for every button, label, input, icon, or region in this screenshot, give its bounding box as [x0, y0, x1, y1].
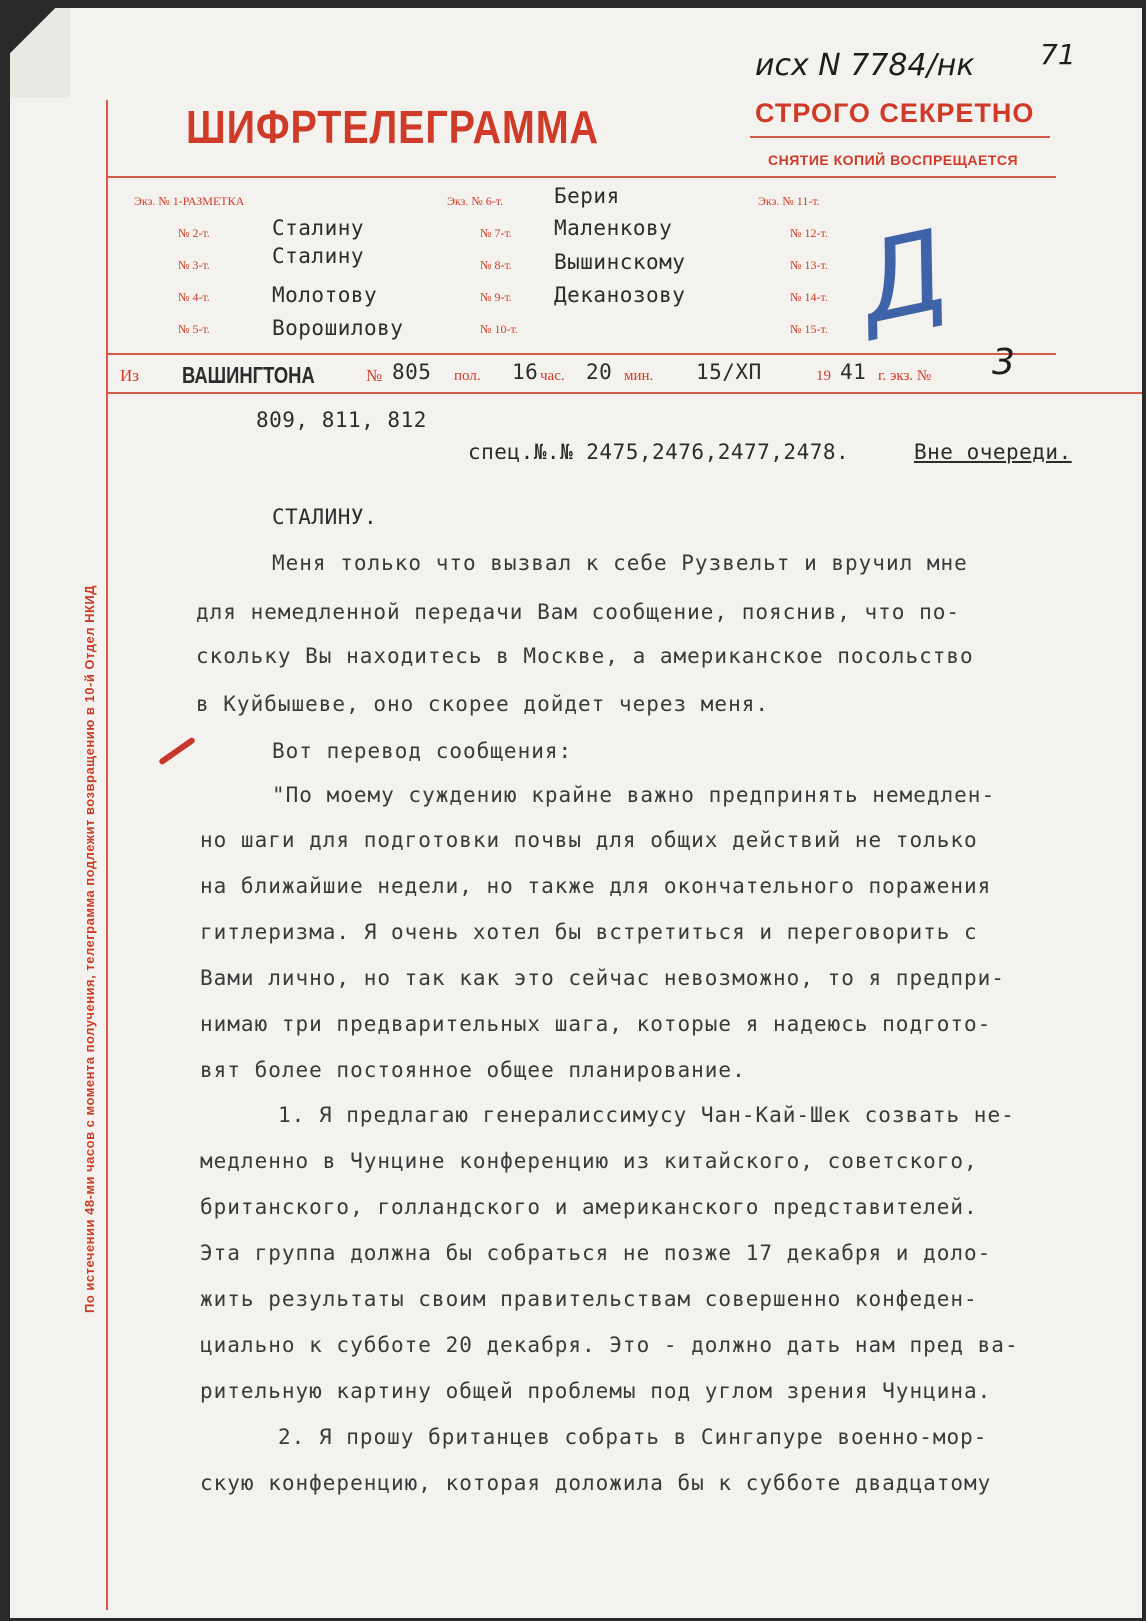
minute-label: мин.	[624, 368, 654, 384]
copy-label: № 9-т.	[480, 290, 512, 304]
text-line: гитлеризма. Я очень хотел бы встретиться и переговорить с	[200, 920, 978, 944]
copy-label: № 2-т.	[178, 226, 210, 240]
routing-top-rule	[106, 353, 1056, 355]
text-line: Меня только что вызвал к себе Рузвельт и вручил мне	[272, 551, 968, 575]
recipient-name: Сталину	[272, 244, 365, 268]
copy-label: № 5-т.	[178, 322, 210, 336]
text-line: Вот перевод сообщения:	[272, 739, 573, 763]
text-line: жить результаты своим правительствам совершенно конфеден-	[200, 1287, 978, 1311]
copy-label: № 4-т.	[178, 290, 210, 304]
telegram-page	[10, 8, 1142, 1618]
handwritten-mark: Д	[847, 205, 959, 349]
priority-mark: Вне очереди.	[914, 440, 1072, 464]
copy-label: Экз. № 1-РАЗМЕТКА	[134, 194, 245, 208]
text-line: британского, голландского и американского представителей.	[200, 1195, 978, 1219]
copy-label: Экз. № 11-т.	[758, 194, 820, 208]
classification-underline	[750, 136, 1050, 138]
year-value: 41	[840, 360, 867, 384]
year-suffix: г. экз. №	[878, 368, 932, 384]
recipient-name: Маленкову	[554, 216, 673, 240]
hour-value: 16	[512, 360, 539, 384]
extra-numbers: 809, 811, 812	[256, 408, 427, 432]
telegram-number: 805	[392, 360, 432, 384]
special-numbers: спец.№.№ 2475,2476,2477,2478.	[468, 440, 850, 464]
text-line: скую конференцию, которая доложила бы к субботе двадцатому	[200, 1471, 992, 1495]
year-prefix: 19	[816, 368, 831, 384]
text-line: вят более постоянное общее планирование.	[200, 1058, 746, 1082]
recipient-name: Вышинскому	[554, 250, 686, 274]
from-label: Из	[120, 366, 139, 385]
recipient-name: Молотову	[272, 283, 378, 307]
origin-city: ВАШИНГТОНА	[182, 362, 315, 388]
text-line: рительную картину общей проблемы под углом зрения Чунцина.	[200, 1379, 992, 1403]
text-line: 1. Я предлагаю генералиссимусу Чан-Кай-Шек созвать не-	[278, 1103, 1015, 1127]
text-line: но шаги для подготовки почвы для общих действий не только	[200, 828, 978, 852]
text-line: циально к субботе 20 декабря. Это - должно дать нам пред ва-	[200, 1333, 1019, 1357]
copy-label: № 14-т.	[790, 290, 828, 304]
text-line: для немедленной передачи Вам сообщение, пояснив, что по-	[196, 600, 961, 624]
copy-label: № 15-т.	[790, 322, 828, 336]
handwritten-reference: исх N 7784/нк	[755, 48, 975, 83]
classification-stamp: СТРОГО СЕКРЕТНО	[755, 98, 1035, 128]
minute-value: 20	[586, 360, 613, 384]
copy-label: № 12-т.	[790, 226, 828, 240]
header-top-rule	[106, 176, 1056, 178]
copy-prohibition-note: СНЯТИЕ КОПИЙ ВОСПРЕЩАЕТСЯ	[768, 152, 1019, 168]
document-title: ШИФРТЕЛЕГРАММА	[186, 101, 599, 153]
recipient-name: Берия	[554, 184, 620, 208]
left-margin-line	[106, 100, 108, 1610]
return-instruction: По истечении 48-ми часов с момента получения, телеграмма подлежит возвращению в 10-й Отдел НКИД	[82, 584, 97, 1313]
text-line: "По моему суждению крайне важно предпринять немедлен-	[272, 783, 996, 807]
copy-label: № 3-т.	[178, 258, 210, 272]
text-line: скольку Вы находитесь в Москве, а американское посольство	[196, 644, 974, 668]
recipient-name: Ворошилову	[272, 316, 404, 340]
page-number: 71	[1040, 38, 1076, 71]
copy-label: Экз. № 6-т.	[447, 194, 504, 208]
folded-corner	[10, 8, 70, 98]
recipient-name: Сталину	[272, 216, 365, 240]
text-line: Вами лично, но так как это сейчас невозможно, то я предпри-	[200, 966, 1005, 990]
date-value: 15/ХП	[696, 360, 762, 384]
copy-number: 3	[992, 342, 1015, 383]
recipient-name: Деканозову	[554, 283, 686, 307]
hour-label: час.	[540, 368, 565, 384]
copy-label: № 13-т.	[790, 258, 828, 272]
copy-label: № 8-т.	[480, 258, 512, 272]
routing-bottom-rule	[106, 392, 1142, 394]
text-line: на ближайшие недели, но также для окончательного поражения	[200, 874, 992, 898]
copy-label: № 7-т.	[480, 226, 512, 240]
text-line: 2. Я прошу британцев собрать в Сингапуре военно-мор-	[278, 1425, 988, 1449]
red-pencil-mark	[158, 736, 196, 765]
copy-label: № 10-т.	[480, 322, 518, 336]
text-line: в Куйбышеве, оно скорее дойдет через меня.	[196, 692, 770, 716]
addressee: СТАЛИНУ.	[272, 505, 378, 529]
text-line: медленно в Чунцине конференцию из китайского, советского,	[200, 1149, 978, 1173]
received-label: пол.	[454, 368, 481, 384]
text-line: нимаю три предварительных шага, которые я надеюсь подгото-	[200, 1012, 992, 1036]
text-line: Эта группа должна бы собраться не позже 17 декабря и доло-	[200, 1241, 992, 1265]
number-label: №	[366, 366, 383, 385]
